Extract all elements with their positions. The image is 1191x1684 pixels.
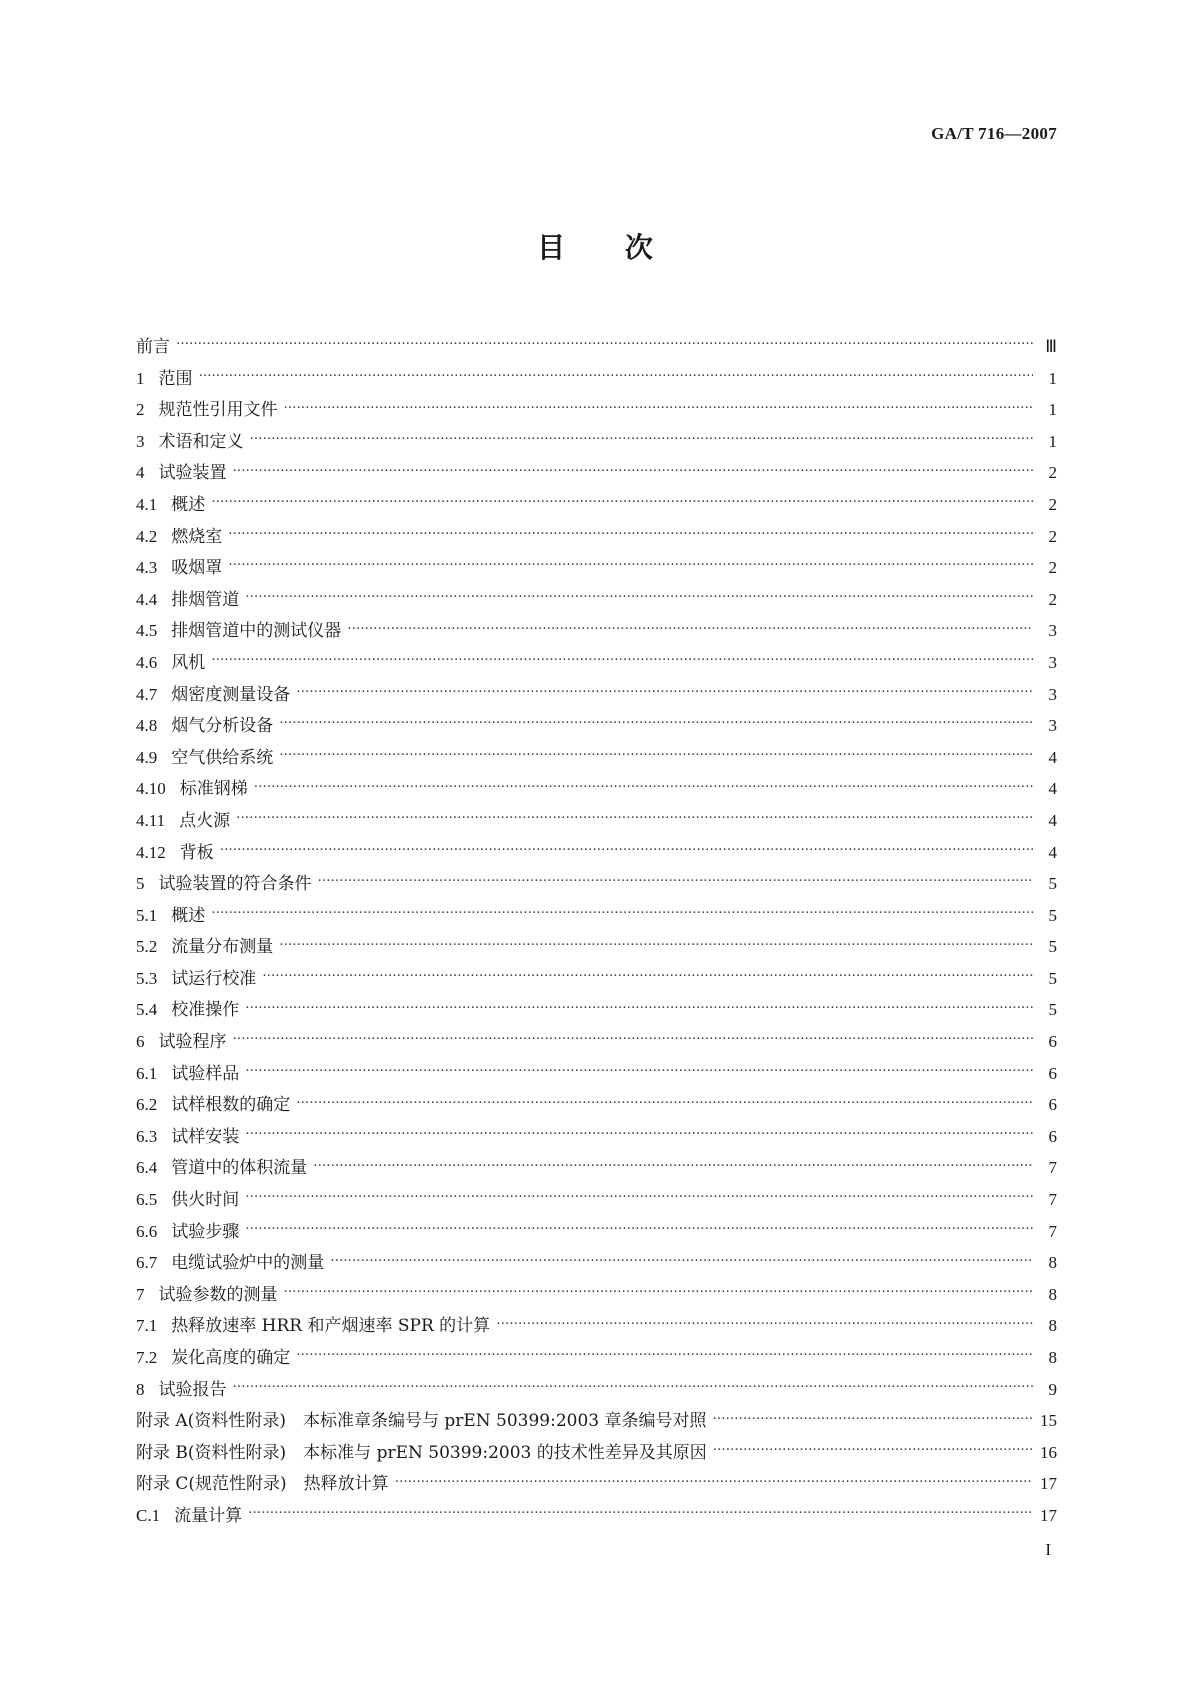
toc-entry-page: 4 xyxy=(1048,810,1057,830)
toc-entry[interactable] xyxy=(136,1217,1057,1249)
toc-entry-number: 6.5 xyxy=(136,1190,158,1210)
toc-entry-label: 试验样品 xyxy=(171,1063,240,1084)
toc-dot-leader xyxy=(245,586,1033,605)
toc-entry-number: 4.12 xyxy=(136,842,166,862)
toc-entry-number: 2 xyxy=(136,400,145,420)
toc-dot-leader xyxy=(713,1408,1033,1427)
toc-entry-label: 管道中的体积流量 xyxy=(171,1158,308,1179)
toc-dot-leader xyxy=(347,618,1033,637)
toc-dot-leader xyxy=(284,1281,1034,1300)
toc-entry-number: 4.10 xyxy=(136,779,166,799)
toc-entry-label: 排烟管道 xyxy=(171,589,240,610)
toc-entry-page: 8 xyxy=(1048,1316,1057,1336)
toc-dot-leader xyxy=(330,1250,1033,1269)
toc-entry[interactable] xyxy=(136,364,1057,396)
toc-entry[interactable] xyxy=(136,743,1057,775)
toc-entry-label: 试样根数的确定 xyxy=(171,1095,291,1116)
toc-entry-page: 2 xyxy=(1048,494,1057,514)
toc-entry-number: 4.3 xyxy=(136,558,158,578)
toc-entry-number: 5.2 xyxy=(136,937,158,957)
toc-entry-page: 6 xyxy=(1048,1095,1057,1115)
toc-entry-number: 4.6 xyxy=(136,652,158,672)
toc-dot-leader xyxy=(245,1186,1033,1205)
toc-entry-number: 4.2 xyxy=(136,526,158,546)
toc-entry-label: 空气供给系统 xyxy=(171,747,274,768)
toc-entry[interactable] xyxy=(136,1438,1057,1470)
toc-entry-page: 1 xyxy=(1048,400,1057,420)
toc-entry[interactable] xyxy=(136,964,1057,996)
toc-entry-label: 吸烟罩 xyxy=(171,558,223,579)
toc-entry-number: 6.2 xyxy=(136,1095,158,1115)
toc-dot-leader xyxy=(318,870,1034,889)
toc-entry-label: 烟气分析设备 xyxy=(171,716,274,737)
toc-list xyxy=(136,332,1057,1533)
toc-entry[interactable] xyxy=(136,458,1057,490)
toc-entry[interactable] xyxy=(136,616,1057,648)
toc-entry-number: 6.7 xyxy=(136,1253,158,1273)
toc-entry[interactable] xyxy=(136,932,1057,964)
toc-entry-page: 9 xyxy=(1048,1379,1057,1399)
toc-entry-number: 6.6 xyxy=(136,1221,158,1241)
toc-entry[interactable] xyxy=(136,332,1057,364)
toc-entry-label: 附录 B(资料性附录) 本标准与 prEN 50399:2003 的技术性差异及其原因 xyxy=(136,1442,707,1463)
toc-entry-page: 3 xyxy=(1048,652,1057,672)
toc-entry-page: 1 xyxy=(1048,431,1057,451)
toc-entry-label: 烟密度测量设备 xyxy=(171,684,291,705)
toc-entry-label: 试验报告 xyxy=(158,1379,227,1400)
toc-entry-number: 8 xyxy=(136,1379,145,1399)
toc-entry[interactable] xyxy=(136,395,1057,427)
toc-entry[interactable] xyxy=(136,838,1057,870)
toc-entry-label: 排烟管道中的测试仪器 xyxy=(171,621,342,642)
toc-entry-number: 4.11 xyxy=(136,810,166,830)
toc-entry-label: 试样安装 xyxy=(171,1126,240,1147)
toc-entry-page: 7 xyxy=(1048,1221,1057,1241)
toc-entry-label: 供火时间 xyxy=(171,1190,240,1211)
toc-dot-leader xyxy=(279,934,1033,953)
toc-entry-label: 附录 C(规范性附录) 热释放计算 xyxy=(136,1474,389,1495)
toc-entry-page: 8 xyxy=(1048,1284,1057,1304)
toc-entry-number: 4.5 xyxy=(136,621,158,641)
toc-entry[interactable] xyxy=(136,995,1057,1027)
toc-entry-label: 试验参数的测量 xyxy=(158,1284,278,1305)
toc-entry-page: 3 xyxy=(1048,621,1057,641)
toc-entry-number: 6.1 xyxy=(136,1063,158,1083)
toc-entry[interactable] xyxy=(136,1122,1057,1154)
toc-entry[interactable] xyxy=(136,1059,1057,1091)
toc-entry-number: 6 xyxy=(136,1032,145,1052)
toc-entry-label: 流量计算 xyxy=(174,1505,243,1526)
toc-entry-label: 标准钢梯 xyxy=(179,779,248,800)
toc-entry-number: C.1 xyxy=(136,1505,161,1525)
toc-entry[interactable] xyxy=(136,901,1057,933)
toc-entry-number: 5.1 xyxy=(136,905,158,925)
toc-entry-label: 燃烧室 xyxy=(171,526,223,547)
toc-dot-leader xyxy=(296,681,1033,700)
toc-entry[interactable] xyxy=(136,648,1057,680)
toc-entry-page: 2 xyxy=(1048,526,1057,546)
toc-dot-leader xyxy=(248,1502,1033,1521)
toc-dot-leader xyxy=(220,839,1033,858)
toc-dot-leader xyxy=(313,1155,1033,1174)
toc-entry[interactable] xyxy=(136,1027,1057,1059)
toc-entry[interactable] xyxy=(136,1248,1057,1280)
toc-entry-label: 附录 A(资料性附录) 本标准章条编号与 prEN 50399:2003 章条编号对照 xyxy=(136,1411,707,1432)
toc-entry-number: 4.9 xyxy=(136,747,158,767)
toc-entry-page: Ⅲ xyxy=(1045,337,1057,356)
toc-dot-leader xyxy=(279,712,1033,731)
toc-dot-leader xyxy=(233,460,1034,479)
toc-dot-leader xyxy=(233,1028,1034,1047)
toc-entry-page: 7 xyxy=(1048,1158,1057,1178)
toc-dot-leader xyxy=(496,1313,1033,1332)
toc-entry-label: 热释放速率 HRR 和产烟速率 SPR 的计算 xyxy=(171,1316,491,1337)
toc-entry-page: 3 xyxy=(1048,684,1057,704)
toc-entry-number: 5 xyxy=(136,874,145,894)
toc-entry-page: 7 xyxy=(1048,1190,1057,1210)
toc-dot-leader xyxy=(245,1060,1033,1079)
toc-entry-page: 5 xyxy=(1048,937,1057,957)
toc-entry-page: 2 xyxy=(1048,589,1057,609)
toc-entry-label: 试验装置的符合条件 xyxy=(158,874,312,895)
toc-dot-leader xyxy=(176,333,1033,352)
toc-dot-leader xyxy=(233,1376,1034,1395)
doc-code: GA/T 716—2007 xyxy=(931,124,1057,143)
toc-dot-leader xyxy=(254,776,1033,795)
toc-dot-leader xyxy=(199,365,1034,384)
page-folio: I xyxy=(1045,1540,1051,1559)
toc-entry[interactable] xyxy=(136,774,1057,806)
toc-entry-label: 规范性引用文件 xyxy=(158,400,278,421)
toc-entry-page: 2 xyxy=(1048,558,1057,578)
toc-entry-label: 风机 xyxy=(171,652,206,673)
toc-entry-page: 15 xyxy=(1040,1411,1057,1431)
toc-dot-leader xyxy=(296,1344,1033,1363)
toc-dot-leader xyxy=(245,1123,1033,1142)
toc-entry[interactable] xyxy=(136,680,1057,712)
toc-dot-leader xyxy=(228,554,1033,573)
toc-entry-page: 4 xyxy=(1048,842,1057,862)
toc-entry-label: 术语和定义 xyxy=(158,431,244,452)
toc-entry[interactable] xyxy=(136,711,1057,743)
toc-entry-page: 4 xyxy=(1048,747,1057,767)
toc-entry[interactable] xyxy=(136,553,1057,585)
toc-entry-number: 4 xyxy=(136,463,145,483)
toc-entry-number: 5.3 xyxy=(136,968,158,988)
toc-dot-leader xyxy=(245,997,1033,1016)
toc-entry-page: 5 xyxy=(1048,968,1057,988)
toc-entry-label: 电缆试验炉中的测量 xyxy=(171,1253,325,1274)
toc-dot-leader xyxy=(228,523,1033,542)
toc-entry[interactable] xyxy=(136,1343,1057,1375)
toc-entry-page: 3 xyxy=(1048,716,1057,736)
toc-dot-leader xyxy=(262,965,1033,984)
toc-entry-page: 5 xyxy=(1048,874,1057,894)
toc-dot-leader xyxy=(211,491,1033,510)
toc-entry-page: 6 xyxy=(1048,1063,1057,1083)
toc-entry-number: 7.2 xyxy=(136,1348,158,1367)
page-title: 目 次 xyxy=(537,231,654,264)
toc-entry-label: 试运行校准 xyxy=(171,968,257,989)
toc-entry-page: 2 xyxy=(1048,463,1057,483)
toc-dot-leader xyxy=(395,1471,1033,1490)
toc-entry[interactable] xyxy=(136,1406,1057,1438)
toc-entry-number: 6.3 xyxy=(136,1126,158,1146)
toc-dot-leader xyxy=(296,1092,1033,1111)
toc-entry-label: 校准操作 xyxy=(171,1000,240,1021)
toc-entry-page: 17 xyxy=(1040,1474,1057,1494)
toc-entry[interactable] xyxy=(136,1501,1057,1533)
toc-entry-label: 炭化高度的确定 xyxy=(171,1348,291,1368)
toc-entry-number: 4.7 xyxy=(136,684,158,704)
toc-entry-label: 范围 xyxy=(158,368,193,389)
toc-entry[interactable] xyxy=(136,1185,1057,1217)
toc-entry-label: 点火源 xyxy=(179,810,231,831)
toc-entry[interactable] xyxy=(136,1311,1057,1343)
toc-entry-page: 4 xyxy=(1048,779,1057,799)
toc-entry-label: 背板 xyxy=(179,842,214,863)
toc-entry-number: 6.4 xyxy=(136,1158,158,1178)
toc-dot-leader xyxy=(211,902,1033,921)
toc-entry[interactable] xyxy=(136,1090,1057,1122)
toc-entry[interactable] xyxy=(136,869,1057,901)
toc-entry-number: 4.4 xyxy=(136,589,158,609)
toc-dot-leader xyxy=(279,744,1033,763)
toc-dot-leader xyxy=(236,807,1033,826)
toc-entry[interactable] xyxy=(136,427,1057,459)
toc-entry-page: 6 xyxy=(1048,1032,1057,1052)
toc-entry-number: 7.1 xyxy=(136,1316,158,1336)
toc-entry-page: 5 xyxy=(1048,905,1057,925)
toc-entry-page: 5 xyxy=(1048,1000,1057,1020)
toc-entry[interactable] xyxy=(136,1280,1057,1312)
toc-entry-label: 前言 xyxy=(136,337,170,357)
toc-entry-number: 4.8 xyxy=(136,716,158,736)
toc-entry-number: 7 xyxy=(136,1284,145,1304)
toc-dot-leader xyxy=(211,649,1033,668)
toc-entry[interactable] xyxy=(136,1375,1057,1407)
toc-entry[interactable] xyxy=(136,1153,1057,1185)
toc-entry-page: 1 xyxy=(1048,368,1057,388)
toc-entry-number: 3 xyxy=(136,431,145,451)
toc-entry-page: 16 xyxy=(1040,1442,1057,1462)
toc-entry-label: 试验步骤 xyxy=(171,1221,240,1242)
toc-entry-page: 6 xyxy=(1048,1126,1057,1146)
toc-dot-leader xyxy=(284,397,1034,416)
toc-entry-label: 流量分布测量 xyxy=(171,937,274,958)
toc-entry[interactable] xyxy=(136,522,1057,554)
toc-entry-number: 4.1 xyxy=(136,494,158,514)
toc-entry[interactable] xyxy=(136,585,1057,617)
toc-dot-leader xyxy=(250,428,1034,447)
toc-entry[interactable] xyxy=(136,806,1057,838)
toc-entry-label: 概述 xyxy=(171,905,206,926)
toc-entry-page: 8 xyxy=(1048,1348,1057,1367)
toc-entry-label: 试验程序 xyxy=(158,1032,227,1053)
toc-entry-page: 8 xyxy=(1048,1253,1057,1273)
toc-entry-page: 17 xyxy=(1040,1505,1057,1525)
toc-entry-number: 5.4 xyxy=(136,1000,158,1020)
toc-entry[interactable] xyxy=(136,1469,1057,1501)
toc-entry-label: 试验装置 xyxy=(158,463,227,484)
toc-dot-leader xyxy=(713,1439,1033,1458)
toc-entry[interactable] xyxy=(136,490,1057,522)
toc-entry-number: 1 xyxy=(136,368,145,388)
toc-entry-label: 概述 xyxy=(171,494,206,515)
toc-dot-leader xyxy=(245,1218,1033,1237)
